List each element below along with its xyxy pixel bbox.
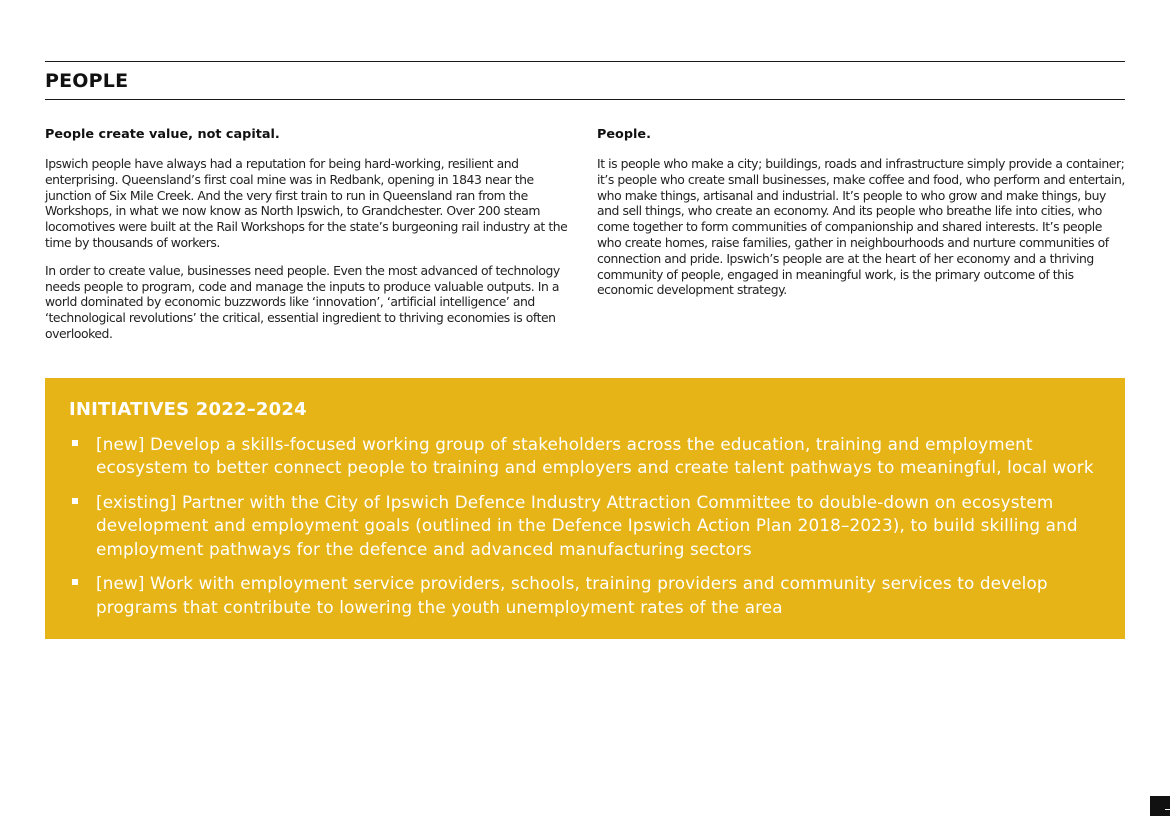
initiatives-title: INITIATIVES 2022–2024 xyxy=(69,399,307,420)
initiative-text: [existing] Partner with the City of Ipswich Defence Industry Attraction Committee to double-down on ecosystem development and employment goals (outlined in the Defence Ipswich Action Plan 2018–2023), to build skilling and employment pathways for the defence and advanced manufacturing sectors xyxy=(96,492,1078,559)
left-paragraph-2: In order to create value, businesses need people. Even the most advanced of technology needs people to program, code and manage the inputs to produce valuable outputs. In a world dominated by economic buzzwords like ‘innovation’, ‘artificial intelligence’ and ‘technological revolutions’ the critical, essential ingredient to thriving economies is often overlooked. xyxy=(45,262,560,341)
page-title: PEOPLE xyxy=(45,70,129,92)
initiatives-list xyxy=(69,433,1101,619)
page-tab-mark xyxy=(1165,809,1170,810)
initiative-text: [new] Develop a skills-focused working group of stakeholders across the education, training and employment ecosystem to better connect people to training and employers and create talent pathways to meaningful, local work xyxy=(96,434,1094,478)
left-paragraph-1: Ipswich people have always had a reputation for being hard-working, resilient and enterprising. Queensland’s first coal mine was in Redbank, opening in 1843 near the junction of Six Mile Creek. And the very first train to run in Queensland ran from the Workshops, in what we now know as North Ipswich, to Grandchester. Over 200 steam locomotives were built at the Rail Workshops for the state’s burgeoning rail industry at the time by thousands of workers. xyxy=(45,156,568,250)
section-top-rule xyxy=(45,61,1125,62)
page-corner-tab xyxy=(1150,796,1170,816)
right-paragraph-1: It is people who make a city; buildings, roads and infrastructure simply provide a container; it’s people who create small businesses, make coffee and food, who perform and entertain, who make things, artisanal and industrial. It’s people to who grow and make things, buy and sell things, who create an economy. And its people who breathe life into cities, who come together to form communities of companionship and shared interests. It’s people who create homes, raise families, gather in neighbourhoods and nurture communities of connection and pride. Ipswich’s people are at the heart of her economy and a thriving community of people, engaged in meaningful work, is the primary outcome of this economic development strategy. xyxy=(597,156,1125,298)
initiative-text: [new] Work with employment service providers, schools, training providers and community services to develop programs that contribute to lowering the youth unemployment rates of the area xyxy=(96,573,1048,617)
left-column-heading: People create value, not capital. xyxy=(45,127,280,142)
right-column xyxy=(597,126,1129,310)
section-bottom-rule xyxy=(45,99,1125,100)
initiative-item xyxy=(69,491,1101,561)
square-bullet-icon xyxy=(72,579,78,585)
square-bullet-icon xyxy=(72,498,78,504)
initiative-item xyxy=(69,433,1101,480)
initiative-item xyxy=(69,572,1101,619)
left-column xyxy=(45,126,572,354)
right-column-heading: People. xyxy=(597,127,651,142)
square-bullet-icon xyxy=(72,440,78,446)
initiatives-panel xyxy=(45,378,1125,639)
